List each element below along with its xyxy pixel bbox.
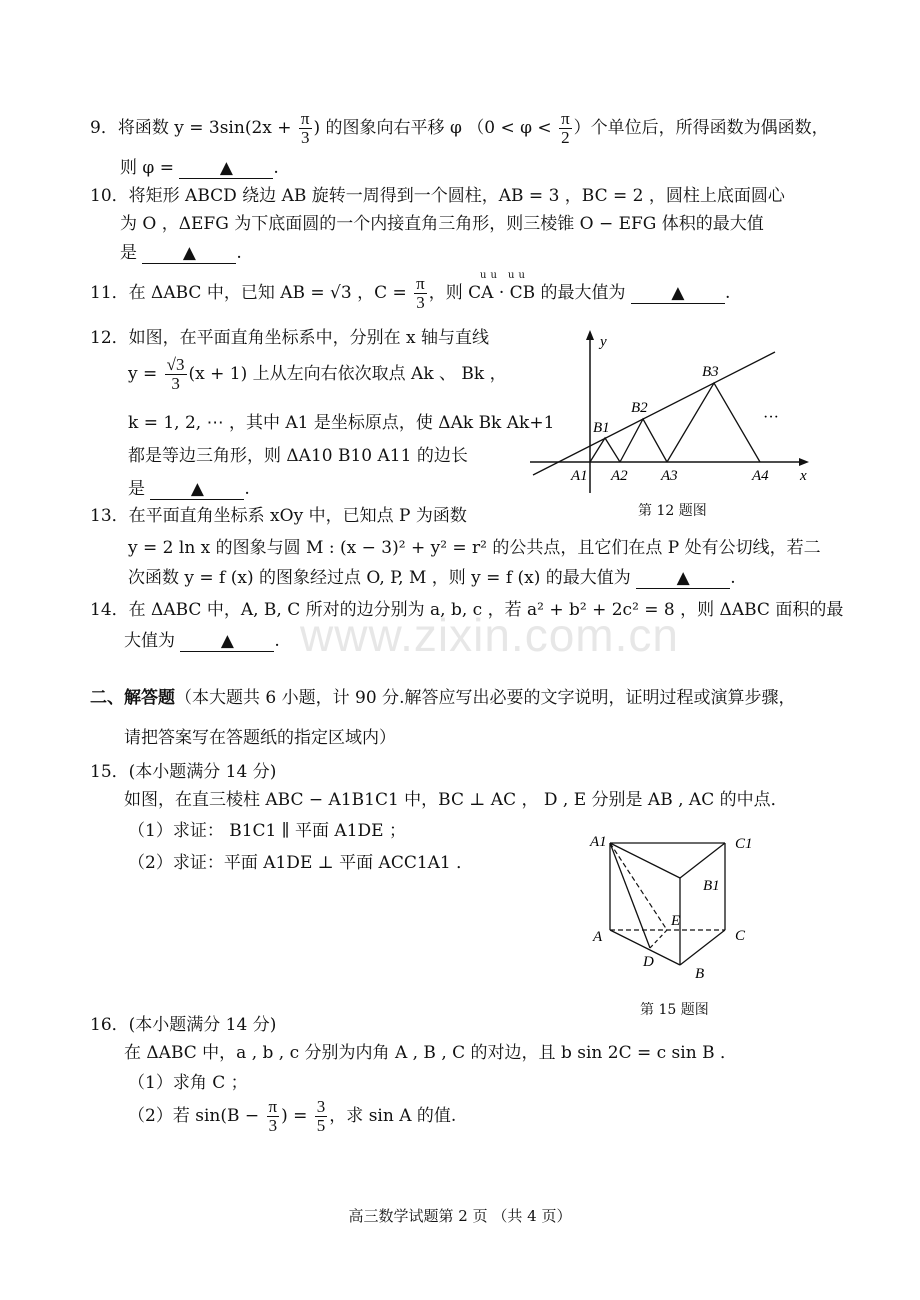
- question-15-line-1: 如图，在直三棱柱 ABC − A1B1C1 中，BC ⊥ AC ， D , E 分别是 AB , AC 的中点．: [124, 790, 788, 810]
- q9-fraction-pi-2: $\frac{\pi}{2}$: [561, 109, 570, 147]
- line-y-sqrt3-over-3: [533, 352, 775, 475]
- label-A2: A2: [611, 468, 628, 484]
- q10-answer-blank: ▲: [142, 244, 236, 264]
- q16-fraction-3-5: $\frac{3}{5}$: [316, 1097, 326, 1135]
- label-E: E: [671, 913, 681, 929]
- edge-B1C1: [680, 843, 725, 878]
- q10-number: 10．: [90, 186, 129, 206]
- label-C: C: [735, 928, 746, 944]
- label-B1: B1: [593, 420, 610, 436]
- q15-number: 15．: [90, 762, 129, 782]
- page-footer: 高三数学试题第 2 页 （共 4 页）: [348, 1207, 572, 1225]
- q15-figure-caption: 第 15 题图: [640, 1002, 709, 1018]
- question-13-line-1: 13．在平面直角坐标系 xOy 中，已知点 P 为函数: [90, 506, 467, 526]
- question-12-line-3: k = 1, 2, ⋯ ，其中 A1 是坐标原点，使 ΔAk Bk Ak+1: [128, 413, 555, 433]
- question-13-line-3: 次函数 y = f (x) 的图象经过点 O, P, M ，则 y = f (x) 的最大值为 ▲ .: [128, 568, 736, 588]
- edge-DE-hidden: [650, 930, 667, 948]
- label-A4: A4: [752, 468, 769, 484]
- label-B1: B1: [703, 878, 720, 894]
- triangle-3: [667, 383, 760, 462]
- question-16-sub-2: （2）若 sin(B − $\frac{\pi}{3}$ ) = $\frac{3}{5}$ ，求 sin A 的值.: [128, 1097, 457, 1135]
- q9-number: 9．: [90, 117, 118, 138]
- question-10-line-3: 是 ▲ .: [120, 243, 242, 263]
- label-B2: B2: [631, 400, 648, 416]
- q11-number: 11．: [90, 282, 129, 303]
- q13-number: 13．: [90, 506, 129, 526]
- q16-fraction-pi-3: $\frac{\pi}{3}$: [268, 1097, 278, 1135]
- question-12-line-4: 都是等边三角形，则 ΔA10 B10 A11 的边长: [128, 446, 468, 466]
- q12-figure-caption: 第 12 题图: [638, 503, 707, 519]
- question-15-header: 15．(本小题满分 14 分): [90, 762, 277, 782]
- q12-number: 12．: [90, 328, 129, 348]
- q11-vector-mark: uu uu: [480, 270, 529, 281]
- question-10-line-2: 为 O ，ΔEFG 为下底面圆的一个内接直角三角形，则三棱锥 O − EFG 体积的最大值: [120, 214, 764, 234]
- q12-fraction-sqrt3-3: $\frac{√3}{3}$: [166, 355, 185, 393]
- triangle-1: [590, 438, 620, 462]
- label-C1: C1: [735, 836, 753, 852]
- x-axis-arrow-icon: [799, 458, 809, 466]
- q9-answer-blank: ▲: [179, 159, 273, 179]
- q12-figure: [525, 328, 825, 493]
- q15-figure: [585, 828, 765, 988]
- question-12-line-2: y = $\frac{√3}{3}$ (x + 1) 上从左向右依次取点 Ak 、 Bk ，: [128, 355, 507, 393]
- q9-answer-line: 则 φ = ▲ .: [120, 158, 279, 178]
- label-y: y: [600, 334, 607, 350]
- label-B: B: [695, 966, 705, 982]
- label-D: D: [643, 954, 654, 970]
- question-10-line-1: 10．将矩形 ABCD 绕边 AB 旋转一周得到一个圆柱，AB = 3 ，BC = 2 ，圆柱上底面圆心: [90, 186, 785, 206]
- q14-answer-blank: ▲: [180, 632, 274, 652]
- question-14-line-1: 14．在 ΔABC 中，A, B, C 所对的边分别为 a, b, c ，若 a² + b² + 2c² = 8 ，则 ΔABC 面积的最: [90, 600, 844, 620]
- q13-answer-blank: ▲: [636, 569, 730, 589]
- q9-text-3: ）个单位后，所得函数为偶函数，: [573, 117, 829, 138]
- q16-number: 16．: [90, 1015, 129, 1035]
- question-11: 11．在 ΔABC 中，已知 AB = √3 ，C = $\frac{\pi}{3}$ ，则 CA · CB 的最大值为 ▲ .: [90, 274, 731, 312]
- edge-A1D: [610, 843, 650, 948]
- q11-answer-blank: ▲: [631, 284, 725, 304]
- section-2-header: 二、解答题（本大题共 6 小题，计 90 分.解答应写出必要的文字说明，证明过程或演算步骤，: [90, 688, 796, 708]
- question-14-line-2: 大值为 ▲ .: [124, 631, 280, 651]
- question-13-line-2: y = 2 ln x 的图象与圆 M : (x − 3)² + y² = r² 的公共点，且它们在点 P 处有公切线，若二: [128, 538, 821, 558]
- label-A: A: [593, 929, 603, 945]
- edge-A1B1: [610, 843, 680, 878]
- question-15-sub-1: （1）求证： B1C1 ∥ 平面 A1DE ；: [128, 821, 406, 841]
- watermark: www.zixin.com.cn: [300, 609, 679, 661]
- question-9: [90, 110, 829, 147]
- question-12-line-5: 是 ▲ .: [128, 479, 250, 499]
- question-15-sub-2: （2）求证：平面 A1DE ⊥ 平面 ACC1A1 ．: [128, 853, 474, 873]
- triangle-2: [620, 419, 667, 462]
- q14-number: 14．: [90, 600, 129, 620]
- question-16-line-1: 在 ΔABC 中，a , b , c 分别为内角 A , B , C 的对边，且 b sin 2C = c sin B ．: [124, 1043, 737, 1063]
- q11-fraction-pi-3: $\frac{\pi}{3}$: [416, 274, 425, 312]
- y-axis-arrow-icon: [586, 330, 594, 340]
- edge-BC: [680, 930, 725, 965]
- section-2-title: 二、解答题: [90, 688, 175, 708]
- q9-fraction-pi-3: $\frac{\pi}{3}$: [300, 109, 310, 147]
- label-x: x: [800, 468, 807, 484]
- section-2-line-2: 请把答案写在答题纸的指定区域内）: [124, 728, 396, 748]
- label-A1: A1: [571, 468, 588, 484]
- question-16-sub-1: （1）求角 C ；: [128, 1073, 248, 1093]
- label-B3: B3: [702, 364, 719, 380]
- question-12-line-1: 12．如图，在平面直角坐标系中，分别在 x 轴与直线: [90, 328, 490, 348]
- label-A1: A1: [590, 834, 607, 850]
- label-A3: A3: [661, 468, 678, 484]
- label-ellipsis: ···: [763, 409, 779, 426]
- q9-text-1: 将函数 y = 3sin(2x +: [117, 117, 292, 138]
- q12-answer-blank: ▲: [150, 480, 244, 500]
- question-16-header: 16．(本小题满分 14 分): [90, 1015, 277, 1035]
- q9-text-2: ) 的图象向右平移 φ （0 < φ <: [313, 117, 552, 138]
